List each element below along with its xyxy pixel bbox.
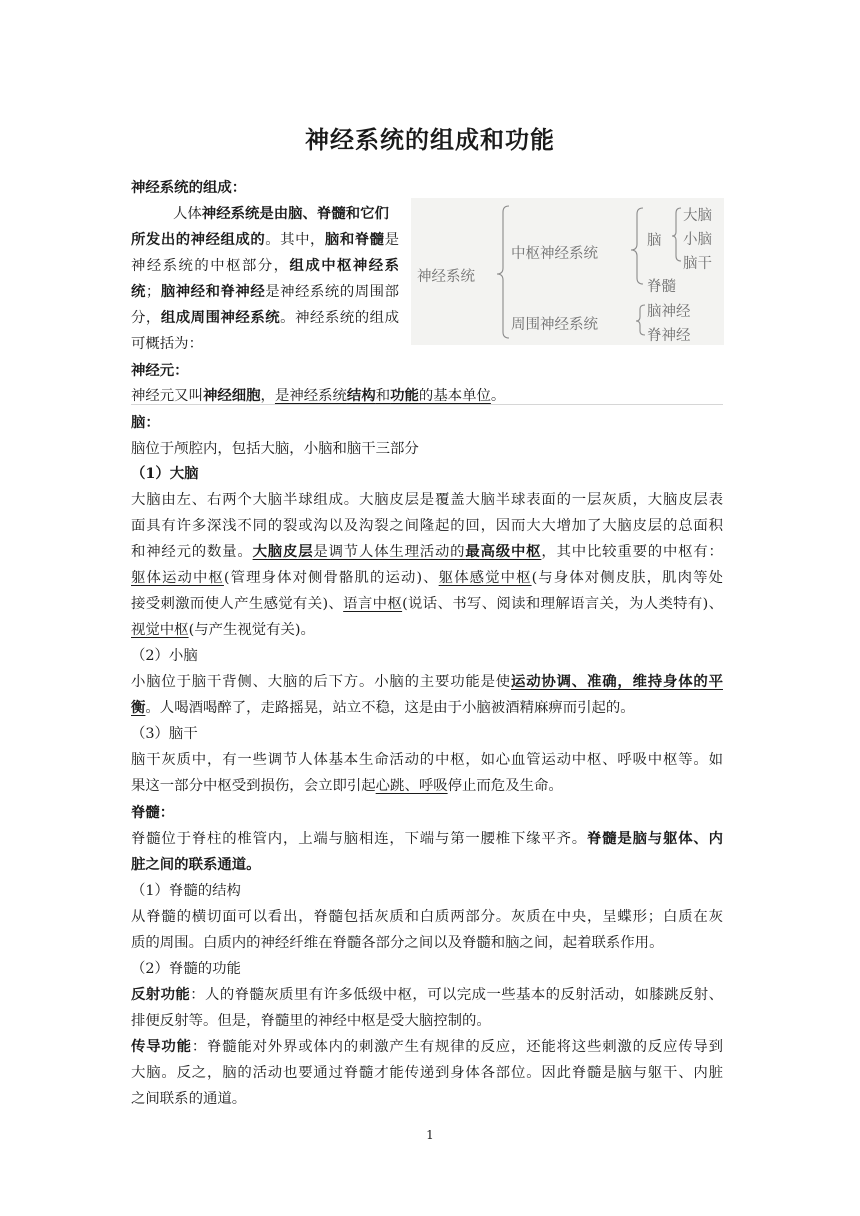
text: 人体 <box>173 206 202 222</box>
paragraph-line <box>131 1034 723 1060</box>
diagram-node-brainstem: 脑干 <box>683 256 712 272</box>
paragraph-line: 排便反射等。但是，脊髓里的神经中枢是受大脑控制的。 <box>131 1013 491 1029</box>
text: 神经元又叫 <box>131 388 203 404</box>
paragraph-line <box>131 279 399 305</box>
paragraph-line <box>131 565 723 591</box>
paragraph-line <box>131 539 723 565</box>
diagram-node-cerebrum: 大脑 <box>683 208 712 224</box>
subheading-spinal-structure: （1）脊髓的结构 <box>131 883 241 899</box>
bold-underlined-text: 最高级中枢 <box>465 543 542 560</box>
section-heading-neuron: 神经元： <box>131 362 189 379</box>
bold-underlined-text: 大脑皮层 <box>252 543 314 560</box>
paragraph-line <box>131 982 723 1008</box>
paragraph-line: 大脑由左、右两个大脑半球组成。大脑皮层是覆盖大脑半球表面的一层灰质，大脑皮层表 <box>131 492 723 508</box>
diagram-node-spinal-nerves: 脊神经 <box>647 328 691 344</box>
diagram-node-cerebellum: 小脑 <box>683 232 712 248</box>
text: 接受刺激而使人产生感觉有关)、 <box>131 596 344 612</box>
subheading-brainstem: （3）脑干 <box>131 726 198 742</box>
diagram-node-central: 中枢神经系统 <box>511 246 598 262</box>
text: ：脊髓能对外界或体内的刺激产生有规律的反应，还能将这些刺激的反应传导到 <box>191 1039 723 1055</box>
bold-text: 反射功能 <box>131 986 191 1003</box>
text: (与身体对侧皮肤，肌肉等处 <box>531 570 723 586</box>
paragraph-line: 脑干灰质中，有一些调节人体基本生命活动的中枢，如心血管运动中枢、呼吸中枢等。如 <box>131 752 723 768</box>
text: 脊髓位于脊柱的椎管内，上端与脑相连，下端与第一腰椎下缘平齐。 <box>131 831 587 847</box>
paragraph-line: 之间联系的通道。 <box>131 1091 247 1107</box>
text: (说话、书写、阅读和理解语言关，为人类特有)、 <box>402 596 723 612</box>
paragraph-line <box>131 669 723 695</box>
text: ：人的脊髓灰质里有许多低级中枢，可以完成一些基本的反射活动，如膝跳反射、 <box>190 987 723 1003</box>
paragraph-line <box>131 201 399 227</box>
bold-text: 神经细胞 <box>202 387 261 404</box>
paragraph-line: 脏之间的联系通道。 <box>131 856 261 873</box>
paragraph-line: 从脊髓的横切面可以看出，脊髓包括灰质和白质两部分。灰质在中央，呈蝶形；白质在灰 <box>131 909 723 925</box>
page-number: 1 <box>426 1128 434 1142</box>
text: 。 <box>490 388 506 404</box>
underlined-text: 和 <box>375 388 391 404</box>
paragraph-line: 面具有许多深浅不同的裂或沟以及沟裂之间隆起的回，因而大大增加了大脑皮层的总面积 <box>131 518 723 534</box>
text: (与产生视觉有关)。 <box>188 622 315 638</box>
paragraph-line <box>131 695 731 721</box>
text: 。人喝酒喝醉了，走路摇晃，站立不稳，这是由于小脑被酒精麻痹而引起的。 <box>145 700 635 716</box>
page-title: 神经系统的组成和功能 <box>305 126 555 154</box>
bold-underlined-text: 结构 <box>346 387 376 404</box>
bold-text: 所发出的神经组成的 <box>131 231 266 248</box>
underlined-text: 视觉中枢 <box>131 622 189 638</box>
underlined-text: 躯体运动中枢 <box>131 570 224 586</box>
subheading-cerebellum: （2）小脑 <box>131 648 198 664</box>
paragraph-line: 大脑。反之，脑的活动也要通过脊髓才能传递到身体各部位。因此脊髓是脑与躯干、内脏 <box>131 1065 723 1081</box>
diagram-node-root: 神经系统 <box>417 269 475 285</box>
text: 小脑位于脑干背侧、大脑的后下方。小脑的主要功能是使 <box>131 674 511 690</box>
bold-text: 传导功能 <box>131 1038 192 1055</box>
text: ， <box>260 388 275 404</box>
underlined-text: 是神经系统 <box>274 388 347 404</box>
paragraph-line <box>131 253 399 279</box>
bold-text: 脑神经和脊神经 <box>160 283 266 300</box>
subheading-cerebrum: （1）大脑 <box>131 465 199 482</box>
underlined-text: 是调节人体生理活动的 <box>313 544 466 560</box>
paragraph-line: 质的周围。白质内的神经纤维在脊髓各部分之间以及脊髓和脑之间，起着联系作用。 <box>131 935 664 951</box>
paragraph-line <box>131 305 399 331</box>
subheading-spinal-function: （2）脊髓的功能 <box>131 961 241 977</box>
text: 分， <box>131 310 161 326</box>
paragraph-line <box>131 773 731 799</box>
diagram-node-spinal-cord: 脊髓 <box>647 279 676 295</box>
diagram-node-brain: 脑 <box>647 233 662 249</box>
paragraph-line: 脑位于颅腔内，包括大脑，小脑和脑干三部分 <box>131 441 419 457</box>
bold-text: 组成周围神经系统 <box>160 309 281 326</box>
underlined-text: 躯体感觉中枢 <box>438 570 532 586</box>
text: 是 <box>384 232 399 248</box>
paragraph-line <box>131 617 731 643</box>
text: 是神经系统的周围部 <box>265 284 399 300</box>
bold-text: 统 <box>131 283 146 300</box>
bold-text: 脑和脊髓 <box>324 231 385 248</box>
text: (管理身体对侧骨骼肌的运动)、 <box>223 570 439 586</box>
underlined-text: 心跳、呼吸 <box>375 778 448 794</box>
underlined-text: 的基本单位 <box>418 388 491 404</box>
text: 和神经元的数量。 <box>131 544 253 560</box>
divider <box>131 404 723 405</box>
bold-text: 组成中枢神经系 <box>289 257 399 274</box>
bold-underlined-text: 运动协调、准确，维持身体的平 <box>511 673 723 690</box>
paragraph-line <box>131 227 399 253</box>
diagram-node-cranial-nerves: 脑神经 <box>647 304 691 320</box>
diagram-node-peripheral: 周围神经系统 <box>511 317 598 333</box>
bold-text: 脊髓是脑与躯体、内 <box>587 830 723 847</box>
section-heading-spinal-cord: 脊髓： <box>131 804 175 821</box>
paragraph-line: 可概括为： <box>131 336 203 352</box>
text: 神经系统的中枢部分， <box>131 258 290 274</box>
bold-underlined-text: 衡 <box>131 699 146 716</box>
text: 停止而危及生命。 <box>447 778 563 794</box>
text: ； <box>145 284 161 300</box>
paragraph-line <box>131 383 731 409</box>
text: 。其中， <box>265 232 325 248</box>
text: 果这一部分中枢受到损伤，会立即引起 <box>131 778 376 794</box>
bold-text: 神经系统是由脑、脊髓和它们 <box>201 205 389 222</box>
section-heading-composition: 神经系统的组成： <box>131 179 247 196</box>
section-heading-brain: 脑： <box>131 414 160 431</box>
underlined-text: 语言中枢 <box>343 596 403 612</box>
paragraph-line <box>131 826 723 852</box>
text: 。神经系统的组成 <box>280 310 399 326</box>
text: ，其中比较重要的中枢有： <box>541 544 723 560</box>
bold-underlined-text: 功能 <box>390 387 419 404</box>
paragraph-line <box>131 591 723 617</box>
nervous-system-diagram <box>411 198 724 345</box>
